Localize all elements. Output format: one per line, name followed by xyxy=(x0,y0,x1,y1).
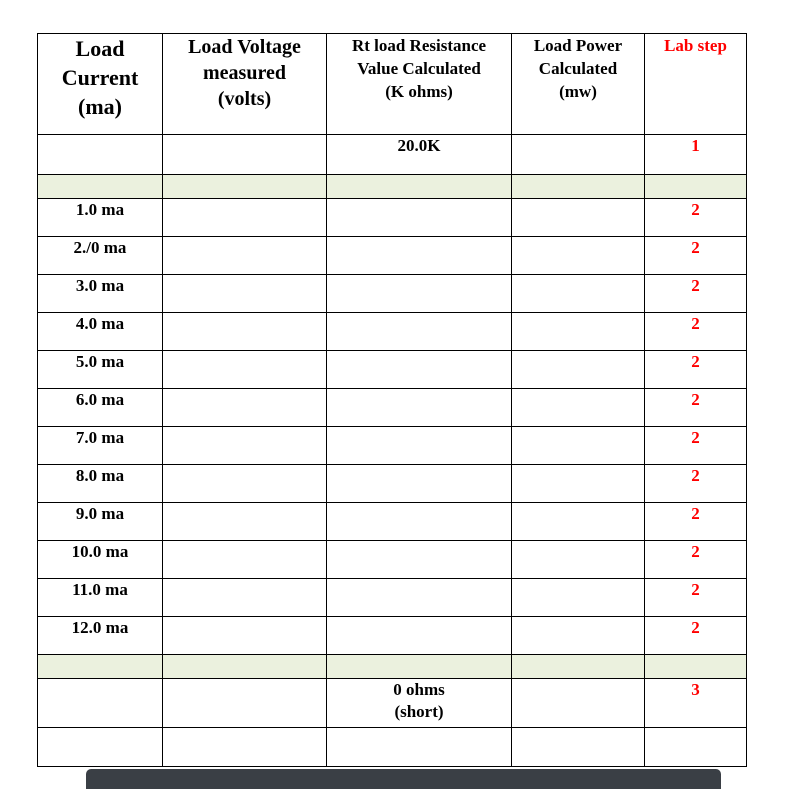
lab-step-cell: 2 xyxy=(645,617,747,655)
voltage-cell xyxy=(163,541,327,579)
header-resistance: Rt load Resistance Value Calculated (K ohms) xyxy=(327,34,512,135)
lab-step-cell: 2 xyxy=(645,503,747,541)
power-cell xyxy=(512,351,645,389)
voltage-cell xyxy=(163,237,327,275)
resistance-cell xyxy=(327,427,512,465)
power-cell xyxy=(512,503,645,541)
lab-step-cell: 2 xyxy=(645,199,747,237)
shaded-separator-row xyxy=(38,655,747,679)
resistance-cell xyxy=(327,313,512,351)
table-row xyxy=(38,579,747,617)
voltage-cell xyxy=(163,427,327,465)
step3-voltage-cell xyxy=(163,679,327,728)
header-load-current: Load Current (ma) xyxy=(38,34,163,135)
power-cell xyxy=(512,275,645,313)
table-row xyxy=(38,617,747,655)
voltage-cell xyxy=(163,579,327,617)
table-row xyxy=(38,541,747,579)
table-row-step1 xyxy=(38,135,747,175)
power-cell xyxy=(512,313,645,351)
step1-voltage-cell xyxy=(163,135,327,175)
table-header-row xyxy=(38,34,747,135)
lab-step-cell: 2 xyxy=(645,389,747,427)
lab-step-cell: 2 xyxy=(645,313,747,351)
voltage-cell xyxy=(163,199,327,237)
step3-resistance-cell: 0 ohms (short) xyxy=(327,679,512,728)
lab-step-cell: 2 xyxy=(645,427,747,465)
resistance-cell xyxy=(327,351,512,389)
current-cell: 8.0 ma xyxy=(38,465,163,503)
power-cell xyxy=(512,617,645,655)
resistance-cell xyxy=(327,389,512,427)
power-cell xyxy=(512,237,645,275)
power-cell xyxy=(512,579,645,617)
header-load-voltage: Load Voltage measured (volts) xyxy=(163,34,327,135)
voltage-cell xyxy=(163,617,327,655)
lab-step-cell: 2 xyxy=(645,579,747,617)
resistance-cell xyxy=(327,579,512,617)
power-cell xyxy=(512,389,645,427)
step3-current-cell xyxy=(38,679,163,728)
current-cell: 1.0 ma xyxy=(38,199,163,237)
table-row-step3 xyxy=(38,679,747,728)
current-cell: 2./0 ma xyxy=(38,237,163,275)
table-row-empty xyxy=(38,728,747,767)
step1-power-cell xyxy=(512,135,645,175)
header-lab-step: Lab step xyxy=(645,34,747,135)
power-cell xyxy=(512,427,645,465)
resistance-cell xyxy=(327,617,512,655)
voltage-cell xyxy=(163,351,327,389)
table-row xyxy=(38,313,747,351)
resistance-cell xyxy=(327,503,512,541)
voltage-cell xyxy=(163,313,327,351)
current-cell: 3.0 ma xyxy=(38,275,163,313)
lab-step-cell: 2 xyxy=(645,465,747,503)
power-cell xyxy=(512,199,645,237)
lab-step-cell: 2 xyxy=(645,351,747,389)
header-load-power: Load Power Calculated (mw) xyxy=(512,34,645,135)
current-cell: 4.0 ma xyxy=(38,313,163,351)
voltage-cell xyxy=(163,389,327,427)
bottom-toolbar-bar xyxy=(86,769,721,789)
current-cell: 12.0 ma xyxy=(38,617,163,655)
resistance-cell xyxy=(327,465,512,503)
voltage-cell xyxy=(163,503,327,541)
table-row xyxy=(38,351,747,389)
table-row xyxy=(38,427,747,465)
table-row xyxy=(38,465,747,503)
resistance-cell xyxy=(327,275,512,313)
table-row xyxy=(38,389,747,427)
power-cell xyxy=(512,541,645,579)
lab-step-cell: 2 xyxy=(645,237,747,275)
current-cell: 5.0 ma xyxy=(38,351,163,389)
resistance-cell xyxy=(327,237,512,275)
lab-step-cell: 2 xyxy=(645,541,747,579)
step1-current-cell xyxy=(38,135,163,175)
table-row xyxy=(38,237,747,275)
step3-lab-step-cell: 3 xyxy=(645,679,747,728)
step1-resistance-cell: 20.0K xyxy=(327,135,512,175)
power-cell xyxy=(512,465,645,503)
step3-power-cell xyxy=(512,679,645,728)
lab-data-table xyxy=(37,33,747,767)
voltage-cell xyxy=(163,465,327,503)
current-cell: 7.0 ma xyxy=(38,427,163,465)
resistance-cell xyxy=(327,199,512,237)
shaded-separator-row xyxy=(38,175,747,199)
resistance-cell xyxy=(327,541,512,579)
voltage-cell xyxy=(163,275,327,313)
table-row xyxy=(38,275,747,313)
table-row xyxy=(38,503,747,541)
current-cell: 11.0 ma xyxy=(38,579,163,617)
lab-step-cell: 2 xyxy=(645,275,747,313)
table-row xyxy=(38,199,747,237)
current-rows-group xyxy=(38,199,747,655)
current-cell: 9.0 ma xyxy=(38,503,163,541)
current-cell: 10.0 ma xyxy=(38,541,163,579)
step1-lab-step-cell: 1 xyxy=(645,135,747,175)
current-cell: 6.0 ma xyxy=(38,389,163,427)
